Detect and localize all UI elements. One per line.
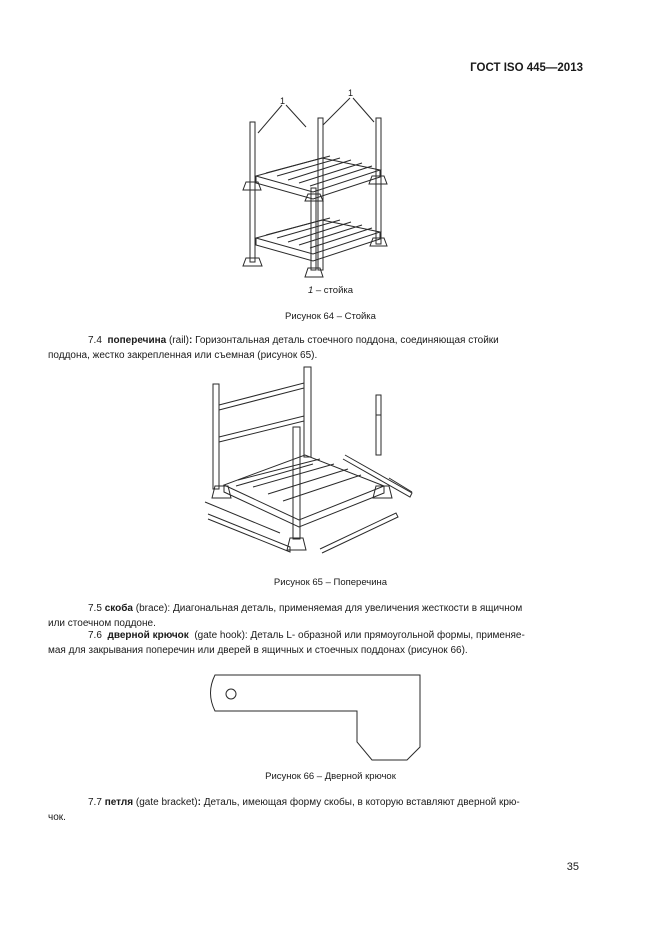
- term-english: (brace):: [132, 603, 171, 614]
- legend-number: 1: [307, 285, 314, 296]
- figure-65-caption: Рисунок 65 – Поперечина: [273, 577, 388, 588]
- definition-line-2: или стоечном поддоне.: [48, 618, 156, 629]
- definition-line-2: поддона, жестко закрепленная или съемная (рисунок 65).: [48, 350, 318, 361]
- definition-line-1: Диагональная деталь, применяемая для увеличения жесткости в ящичном: [170, 603, 523, 614]
- term: дверной крючок: [107, 630, 189, 641]
- term-colon: :: [188, 335, 193, 346]
- term-colon: :: [197, 797, 201, 808]
- term-english: (gate bracket): [133, 797, 198, 808]
- term-english: (gate hook):: [191, 630, 248, 641]
- clause-number: 7.5: [88, 603, 102, 614]
- document-header: ГОСТ ISO 445—2013: [470, 62, 583, 74]
- term: поперечина: [107, 335, 167, 346]
- figure-64-callout: 1: [280, 96, 286, 106]
- paragraph-7-7: [48, 795, 584, 825]
- definition-line-2: чок.: [48, 812, 66, 823]
- page-number: 35: [566, 861, 579, 873]
- figure-66-caption: Рисунок 66 – Дверной крючок: [265, 771, 396, 782]
- figure-64-caption: Рисунок 64 – Стойка: [285, 311, 376, 322]
- figure-64-callout-2: 1: [348, 88, 354, 98]
- term-english: (rail): [166, 335, 189, 346]
- definition-line-1: Деталь, имеющая форму скобы, в которую вставляют дверной крю-: [200, 797, 520, 808]
- definition-line-2: мая для закрывания поперечин или дверей в ящичных и стоечных поддонах (рисунок 66).: [48, 645, 468, 656]
- clause-number: 7.6: [88, 630, 102, 641]
- definition-line-1: Горизонтальная деталь стоечного поддона, соединяющая стойки: [192, 335, 499, 346]
- legend-text: – стойка: [313, 285, 354, 296]
- definition-line-1: Деталь L- образной или прямоугольной формы, применяе-: [247, 630, 525, 641]
- term: петля: [104, 797, 134, 808]
- clause-number: 7.7: [88, 797, 102, 808]
- clause-number: 7.4: [88, 335, 102, 346]
- term: скоба: [104, 603, 133, 614]
